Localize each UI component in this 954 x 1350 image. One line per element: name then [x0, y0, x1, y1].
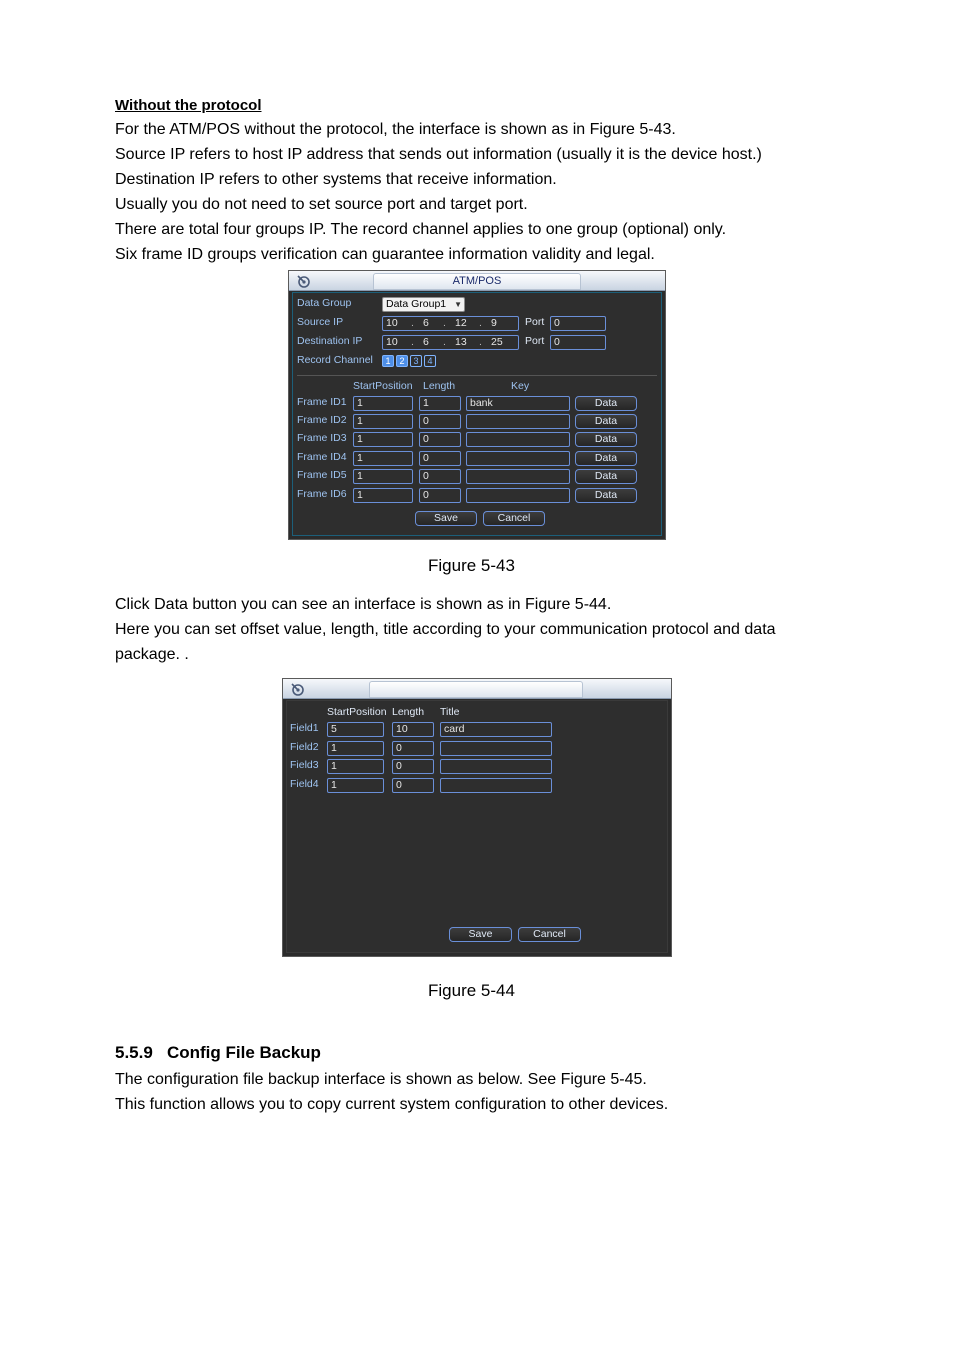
frame-key-input[interactable] [466, 488, 570, 503]
col-startposition: StartPosition [353, 380, 413, 392]
data-button[interactable]: Data [575, 396, 637, 411]
dialog-title-bar [283, 679, 671, 699]
paragraph: Click Data button you can see an interface is shown as in Figure 5-44. [115, 596, 612, 613]
dvr-logo-icon [289, 681, 305, 697]
col-title: Title [440, 706, 460, 718]
data-button[interactable]: Data [575, 414, 637, 429]
frame-length-input[interactable]: 0 [419, 488, 461, 503]
data-group-label: Data Group [297, 297, 352, 309]
frame-start-input[interactable]: 1 [353, 469, 413, 484]
paragraph: For the ATM/POS without the protocol, the interface is shown as in Figure 5-43. [115, 121, 676, 138]
data-group-value: Data Group1 [386, 298, 447, 310]
paragraph: Source IP refers to host IP address that sends out information (usually it is the device host.) [115, 146, 762, 163]
field-start-input[interactable]: 5 [327, 722, 384, 737]
figure-caption: Figure 5-44 [428, 981, 515, 1000]
frame-length-input[interactable]: 0 [419, 469, 461, 484]
channel-checkbox-4[interactable]: 4 [424, 355, 436, 367]
field-title-input[interactable] [440, 741, 552, 756]
figure-caption: Figure 5-43 [428, 556, 515, 575]
frame-start-input[interactable]: 1 [353, 396, 413, 411]
cancel-button[interactable]: Cancel [518, 927, 581, 942]
data-button[interactable]: Data [575, 488, 637, 503]
field-title-input[interactable] [440, 778, 552, 793]
col-length: Length [423, 380, 456, 392]
cancel-button[interactable]: Cancel [483, 511, 545, 526]
destination-ip-label: Destination IP [297, 335, 363, 347]
frame-length-input[interactable]: 1 [419, 396, 461, 411]
destination-port-label: Port [525, 335, 545, 347]
dialog-title-bar [289, 271, 665, 291]
frame-key-input[interactable] [466, 414, 570, 429]
data-group-select[interactable] [382, 297, 465, 312]
dialog-body: Data Group Data Group1 ▼ Source IP 10 . 6 . 12 . 9 Port 0 Destination IP 10 . 6 . 13 . 25 Port 0 Record Channel 1 2 3 4 StartPosition Length Key Frame ID1 1 1 bank Data Frame ID2 1 0 Data Frame ID3 1 0 Data Frame ID4 1 0 Data Frame ID5 1 0 Data Frame ID6 1 0 Data Save Cancel [292, 292, 662, 536]
atm-pos-dialog [288, 270, 666, 540]
field-title-input[interactable] [440, 759, 552, 774]
destination-ip-input[interactable]: 10 . 6 . 13 . 25 [382, 335, 519, 350]
frame-key-input[interactable] [466, 469, 570, 484]
channel-checkbox-3[interactable]: 3 [410, 355, 422, 367]
frame-start-input[interactable]: 1 [353, 451, 413, 466]
dialog-title-tab [369, 681, 583, 698]
destination-port-input[interactable]: 0 [550, 335, 606, 350]
paragraph: The configuration file backup interface is shown as below. See Figure 5-45. [115, 1071, 647, 1088]
field-length-input[interactable]: 10 [392, 722, 434, 737]
data-button[interactable]: Data [575, 469, 637, 484]
frame-key-input[interactable]: bank [466, 396, 570, 411]
data-field-dialog [282, 678, 672, 957]
field-length-input[interactable]: 0 [392, 778, 434, 793]
source-port-input[interactable]: 0 [550, 316, 606, 331]
field-length-input[interactable]: 0 [392, 741, 434, 756]
section-title: 5.5.9 Config File Backup [115, 1043, 321, 1062]
col-startposition: StartPosition [327, 706, 387, 718]
source-port-label: Port [525, 316, 545, 328]
chevron-down-icon: ▼ [454, 300, 462, 309]
data-button[interactable]: Data [575, 432, 637, 447]
col-key: Key [511, 380, 530, 392]
data-button[interactable]: Data [575, 451, 637, 466]
paragraph: Six frame ID groups verification can guarantee information validity and legal. [115, 246, 655, 263]
dialog-title: ATM/POS [373, 273, 581, 290]
frame-length-input[interactable]: 0 [419, 414, 461, 429]
paragraph: Here you can set offset value, length, title according to your communication protocol and data [115, 621, 776, 638]
field-title-input[interactable]: card [440, 722, 552, 737]
dvr-logo-icon [295, 273, 311, 289]
sub-heading: Without the protocol [115, 97, 262, 114]
field-length-input[interactable]: 0 [392, 759, 434, 774]
frame-key-input[interactable] [466, 432, 570, 447]
field-start-input[interactable]: 1 [327, 778, 384, 793]
source-ip-label: Source IP [297, 316, 344, 328]
divider [297, 375, 657, 376]
save-button[interactable]: Save [415, 511, 477, 526]
source-ip-input[interactable]: 10 . 6 . 12 . 9 [382, 316, 519, 331]
frame-length-input[interactable]: 0 [419, 451, 461, 466]
frame-start-input[interactable]: 1 [353, 488, 413, 503]
frame-length-input[interactable]: 0 [419, 432, 461, 447]
frame-start-input[interactable]: 1 [353, 432, 413, 447]
col-length: Length [392, 706, 425, 718]
paragraph: package. . [115, 646, 189, 663]
field-start-input[interactable]: 1 [327, 759, 384, 774]
paragraph: This function allows you to copy current system configuration to other devices. [115, 1096, 669, 1113]
frame-start-input[interactable]: 1 [353, 414, 413, 429]
paragraph: Destination IP refers to other systems that receive information. [115, 171, 557, 188]
record-channel-label: Record Channel [297, 354, 373, 366]
field-start-input[interactable]: 1 [327, 741, 384, 756]
paragraph: Usually you do not need to set source port and target port. [115, 196, 528, 213]
paragraph: There are total four groups IP. The record channel applies to one group (optional) only. [115, 221, 727, 238]
frame-key-input[interactable] [466, 451, 570, 466]
dialog-body: StartPosition Length Title Field1 5 10 card Field2 1 0 Field3 1 0 Field4 1 0 Save Cancel [286, 700, 668, 953]
channel-checkbox-2[interactable]: 2 [396, 355, 408, 367]
save-button[interactable]: Save [449, 927, 512, 942]
channel-checkbox-1[interactable]: 1 [382, 355, 394, 367]
